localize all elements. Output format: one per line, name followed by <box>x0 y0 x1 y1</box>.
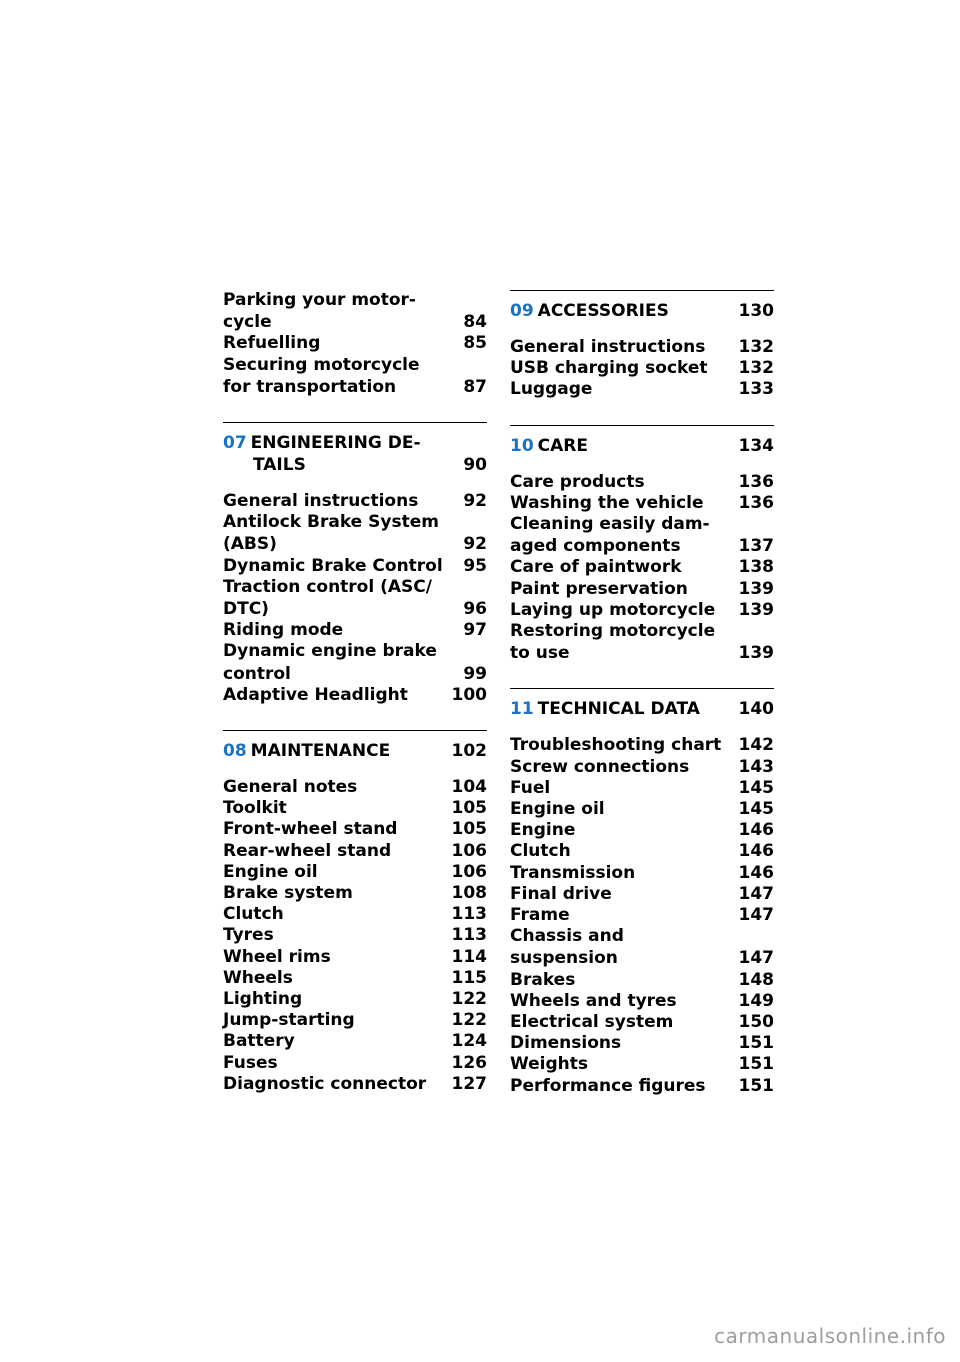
toc-entry-title: Weights <box>510 1054 589 1075</box>
toc-entry-title: Care of paintwork <box>510 557 682 578</box>
toc-entry-title: Securing motorcycle <box>223 354 420 375</box>
toc-entry-title: Jump-starting <box>223 1010 355 1031</box>
toc-entry-page: 151 <box>738 1054 774 1075</box>
chapter-number: 11 <box>510 699 534 720</box>
toc-entry[interactable] <box>223 798 487 819</box>
toc-entry-title: General notes <box>223 777 358 798</box>
toc-entry[interactable] <box>510 1076 774 1097</box>
toc-entry-title-cont: (ABS) <box>223 534 277 555</box>
toc-entry-page: 146 <box>738 820 774 841</box>
toc-entry[interactable] <box>510 820 774 841</box>
toc-entry-page: 150 <box>738 1012 774 1033</box>
toc-entry-page: 142 <box>738 735 774 756</box>
toc-entry-title: Engine oil <box>510 799 605 820</box>
toc-entry[interactable] <box>223 333 487 354</box>
toc-entry[interactable] <box>223 1074 487 1095</box>
chapter-title: ACCESSORIES <box>537 301 669 321</box>
toc-entry-title: Wheel rims <box>223 946 331 967</box>
toc-entry-page: 147 <box>738 905 774 926</box>
toc-entry-title: Electrical system <box>510 1012 674 1033</box>
toc-entry-title: Dynamic Brake Control <box>223 555 443 576</box>
toc-entry-page: 108 <box>451 883 487 904</box>
chapter-07-section <box>223 422 487 706</box>
toc-entry-page: 85 <box>463 333 487 354</box>
toc-entry[interactable] <box>510 472 774 493</box>
toc-entry[interactable] <box>223 904 487 925</box>
toc-entry-page: 137 <box>738 536 774 557</box>
toc-left-column <box>223 290 487 1095</box>
toc-entry[interactable] <box>510 514 774 557</box>
toc-entry[interactable] <box>510 1033 774 1054</box>
toc-entry-page: 136 <box>738 471 774 492</box>
toc-entry-title: Battery <box>223 1031 295 1052</box>
toc-entry[interactable] <box>223 1010 487 1031</box>
toc-entry-title: Fuses <box>223 1052 278 1073</box>
toc-entry[interactable] <box>510 884 774 905</box>
chapter-11-entries <box>510 735 774 1096</box>
chapter-page: 102 <box>451 741 487 762</box>
chapter-11-section <box>510 688 774 1096</box>
toc-entry-page: 92 <box>463 534 487 555</box>
toc-entry-title: Engine <box>510 820 576 841</box>
toc-entry[interactable] <box>510 1054 774 1075</box>
toc-entry[interactable] <box>510 991 774 1012</box>
toc-entry[interactable] <box>223 989 487 1010</box>
toc-entry-page: 104 <box>451 777 487 798</box>
toc-entry-title: Parking your motor- <box>223 290 416 310</box>
toc-entry-page: 151 <box>738 1075 774 1096</box>
toc-entry[interactable] <box>223 512 487 555</box>
toc-entry[interactable] <box>223 1053 487 1074</box>
toc-entry-page: 145 <box>738 799 774 820</box>
toc-entry-page: 97 <box>463 620 487 641</box>
toc-entry[interactable] <box>510 600 774 621</box>
toc-entry[interactable] <box>223 862 487 883</box>
chapter-page: 140 <box>738 699 774 720</box>
toc-entry-page: 138 <box>738 557 774 578</box>
toc-entry-page: 92 <box>463 491 487 512</box>
toc-entry-title: Performance figures <box>510 1075 706 1096</box>
toc-entry[interactable] <box>510 1012 774 1033</box>
toc-entry-page: 145 <box>738 777 774 798</box>
toc-entry-page: 147 <box>738 883 774 904</box>
chapter-10-entries <box>510 472 774 665</box>
toc-entry[interactable] <box>223 577 487 620</box>
toc-entry-page: 105 <box>451 798 487 819</box>
toc-entry-title: Frame <box>510 905 570 926</box>
toc-entry-title-cont: to use <box>510 643 570 664</box>
toc-entry-title-cont: DTC) <box>223 599 269 620</box>
toc-entry[interactable] <box>510 621 774 664</box>
toc-entry-title-cont: for transportation <box>223 376 397 397</box>
toc-entry[interactable] <box>223 947 487 968</box>
toc-entry-title: Luggage <box>510 379 593 400</box>
toc-entry-title: Front-wheel stand <box>223 819 398 840</box>
toc-entry-page: 136 <box>738 492 774 513</box>
toc-entry-title: Screw connections <box>510 756 690 777</box>
toc-entry[interactable] <box>510 799 774 820</box>
toc-entry-title: Traction control (ASC/ <box>223 576 432 597</box>
toc-entry-title: Lighting <box>223 989 303 1010</box>
toc-entry-title: Adaptive Headlight <box>223 684 408 705</box>
toc-entry[interactable] <box>510 379 774 400</box>
toc-entry[interactable] <box>510 841 774 862</box>
toc-entry-title-cont: suspension <box>510 948 618 969</box>
toc-entry[interactable] <box>510 358 774 379</box>
toc-entry-page: 146 <box>738 862 774 883</box>
toc-entry-page: 133 <box>738 379 774 400</box>
toc-entry-title: Dynamic engine brake <box>223 641 437 662</box>
toc-entry-page: 100 <box>451 684 487 705</box>
toc-entry-page: 149 <box>738 990 774 1011</box>
toc-entry-page: 114 <box>451 946 487 967</box>
chapter-08-section <box>223 730 487 1095</box>
toc-entry-page: 147 <box>738 948 774 969</box>
toc-entry-title-cont: cycle <box>223 312 272 333</box>
toc-entry-title: Toolkit <box>223 798 287 819</box>
toc-entry[interactable] <box>510 905 774 926</box>
toc-entry-title: USB charging socket <box>510 358 708 379</box>
toc-entry-title: Tyres <box>223 925 274 946</box>
toc-entry-page: 113 <box>451 904 487 925</box>
chapter-number: 10 <box>510 435 534 456</box>
toc-entry-title: Brakes <box>510 969 576 990</box>
toc-entry[interactable] <box>223 819 487 840</box>
chapter-07-heading[interactable] <box>223 432 487 476</box>
toc-entry[interactable] <box>223 685 487 706</box>
toc-entry-page: 122 <box>451 1010 487 1031</box>
chapter-07-entries <box>223 491 487 706</box>
toc-entry[interactable] <box>223 290 487 333</box>
toc-entry[interactable] <box>510 970 774 991</box>
chapter-11-heading[interactable] <box>510 698 774 720</box>
toc-entry[interactable] <box>223 1031 487 1052</box>
chapter-08-heading[interactable] <box>223 740 487 762</box>
chapter-number: 07 <box>223 433 247 454</box>
toc-entry-title: Antilock Brake System <box>223 512 439 533</box>
toc-entry-page: 148 <box>738 969 774 990</box>
toc-entry-title: Fuel <box>510 777 551 798</box>
toc-entry-page: 122 <box>451 989 487 1010</box>
chapter-title-line2: TAILS <box>253 455 306 476</box>
chapter-page: 134 <box>738 435 774 456</box>
chapter-number: 09 <box>510 301 534 321</box>
chapter-09-section <box>510 290 774 401</box>
toc-entry-title: Riding mode <box>223 620 344 641</box>
toc-entry-title: Brake system <box>223 883 353 904</box>
chapter-number: 08 <box>223 741 247 762</box>
toc-entry-title: Cleaning easily dam- <box>510 514 710 535</box>
chapter-title: MAINTENANCE <box>250 741 391 762</box>
watermark: carmanualsonline.info <box>714 1324 946 1348</box>
toc-entry[interactable] <box>510 579 774 600</box>
chapter-08-entries <box>223 777 487 1095</box>
toc-entry[interactable] <box>510 337 774 358</box>
chapter-09-heading[interactable] <box>510 300 774 322</box>
toc-entry[interactable] <box>510 493 774 514</box>
toc-entry-title: Wheels and tyres <box>510 990 677 1011</box>
toc-entry-title: Clutch <box>510 841 571 862</box>
toc-entry-title: Transmission <box>510 862 636 883</box>
chapter-10-section <box>510 425 774 665</box>
toc-entry[interactable] <box>510 735 774 756</box>
toc-entry-title: Troubleshooting chart <box>510 735 722 756</box>
toc-entry[interactable] <box>510 778 774 799</box>
toc-entry-title: Clutch <box>223 904 284 925</box>
toc-entry-title: Final drive <box>510 883 612 904</box>
toc-entry-title: General instructions <box>223 491 419 512</box>
toc-entry[interactable] <box>223 355 487 398</box>
toc-entry-page: 106 <box>451 861 487 882</box>
chapter-title: TECHNICAL DATA <box>537 699 700 720</box>
toc-entry[interactable] <box>223 968 487 989</box>
toc-entry-page: 124 <box>451 1031 487 1052</box>
toc-entry-page: 139 <box>738 599 774 620</box>
toc-entry-page: 96 <box>463 599 487 620</box>
toc-entry-page: 139 <box>738 643 774 664</box>
toc-entry[interactable] <box>510 926 774 969</box>
chapter-page: 90 <box>463 455 487 476</box>
toc-entry-page: 99 <box>463 663 487 684</box>
toc-entry[interactable] <box>223 620 487 641</box>
toc-entry[interactable] <box>510 557 774 578</box>
toc-list-continued <box>223 290 487 398</box>
toc-entry-title: Rear-wheel stand <box>223 840 392 861</box>
toc-entry[interactable] <box>223 641 487 684</box>
toc-entry-title-cont: control <box>223 663 291 684</box>
toc-entry[interactable] <box>510 757 774 778</box>
toc-entry-title: Engine oil <box>223 861 318 882</box>
toc-entry-page: 132 <box>738 358 774 379</box>
toc-entry-title: Wheels <box>223 967 293 988</box>
toc-entry-page: 126 <box>451 1052 487 1073</box>
toc-entry-title: Laying up motorcycle <box>510 599 716 620</box>
chapter-title: CARE <box>537 435 589 456</box>
toc-entry-title: Diagnostic connector <box>223 1073 427 1094</box>
toc-entry-title: Restoring motorcycle <box>510 621 716 642</box>
chapter-09-entries <box>510 337 774 401</box>
toc-entry-title-cont: aged components <box>510 536 681 557</box>
toc-entry-title: General instructions <box>510 337 706 357</box>
toc-entry-page: 139 <box>738 578 774 599</box>
toc-entry-title: Dimensions <box>510 1033 622 1054</box>
toc-entry[interactable] <box>223 556 487 577</box>
toc-entry-page: 95 <box>463 555 487 576</box>
toc-entry-title: Care products <box>510 471 645 492</box>
toc-entry-page: 106 <box>451 840 487 861</box>
toc-entry-page: 84 <box>463 312 487 333</box>
toc-entry[interactable] <box>510 863 774 884</box>
toc-entry-page: 113 <box>451 925 487 946</box>
toc-entry-title: Paint preservation <box>510 578 688 599</box>
toc-entry-page: 146 <box>738 841 774 862</box>
toc-entry-title: Chassis and <box>510 926 624 947</box>
toc-right-column <box>510 290 774 1097</box>
toc-entry-page: 151 <box>738 1033 774 1054</box>
toc-entry[interactable] <box>223 925 487 946</box>
chapter-title-line1: ENGINEERING DE- <box>250 433 421 454</box>
toc-entry[interactable] <box>223 883 487 904</box>
chapter-10-heading[interactable] <box>510 435 774 457</box>
toc-entry[interactable] <box>223 491 487 512</box>
toc-entry-page: 143 <box>738 756 774 777</box>
toc-entry-page: 87 <box>463 376 487 397</box>
toc-entry-page: 105 <box>451 819 487 840</box>
toc-entry-page: 115 <box>451 967 487 988</box>
toc-entry-page: 127 <box>451 1073 487 1094</box>
toc-entry-page: 132 <box>738 337 774 357</box>
toc-entry[interactable] <box>223 777 487 798</box>
toc-entry-title: Washing the vehicle <box>510 492 704 513</box>
toc-entry[interactable] <box>223 841 487 862</box>
chapter-page: 130 <box>738 301 774 321</box>
toc-entry-title: Refuelling <box>223 333 321 354</box>
